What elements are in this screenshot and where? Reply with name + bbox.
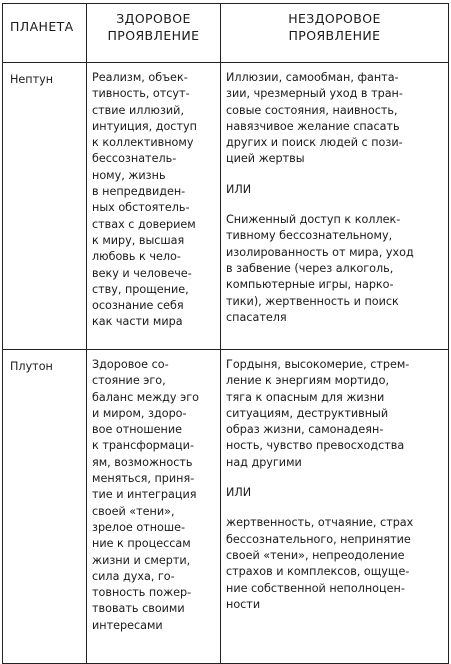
- text-line: ству, прощение,: [92, 282, 189, 296]
- text-line: тики), жертвенность и поиск: [226, 294, 399, 308]
- header-healthy-line-1: ЗДОРОВОЕ: [116, 11, 191, 26]
- text-line: изолированность от мира, уход: [226, 245, 414, 259]
- text-line: компьютерные игры, нарко-: [226, 278, 394, 292]
- text-line: в непредвиден-: [92, 185, 186, 199]
- text-line: других и поиск людей с пози-: [226, 136, 403, 150]
- text-line: интересами: [92, 618, 163, 632]
- text-line: зрелое отноше-: [92, 520, 186, 534]
- text-line: товность пожер-: [92, 586, 192, 600]
- planet-name: Нептун: [3, 63, 87, 350]
- text-line: тие и интеграция: [92, 488, 197, 502]
- text-line: ям, возможность: [92, 455, 193, 469]
- text-line: веку и человече-: [92, 266, 192, 280]
- text-line: Гордыня, высокомерие, стрем-: [226, 358, 410, 371]
- text-line: совые состояния, наивность,: [226, 103, 398, 117]
- planets-table: [2, 3, 449, 664]
- text-line: ность, чувство превосходства: [226, 439, 405, 453]
- text-line: Здоровое со-: [92, 358, 169, 371]
- table-row: [3, 350, 449, 664]
- header-healthy: [87, 4, 221, 63]
- text-line: Сниженный доступ к коллек-: [226, 213, 401, 227]
- text-line: тяга к опасным для жизни: [226, 390, 385, 404]
- header-planet: ПЛАНЕТА: [3, 4, 87, 63]
- text-line: жертвенность, отчаяние, страх: [226, 516, 414, 530]
- text-line: ствах с доверием: [92, 217, 196, 231]
- header-unhealthy: [221, 4, 449, 63]
- text-line: своей «тени»,: [92, 504, 175, 518]
- planet-name: Плутон: [3, 350, 87, 664]
- header-healthy-line-2: ПРОЯВЛЕНИЕ: [107, 28, 200, 43]
- unhealthy-cell: [221, 350, 449, 664]
- text-line: Реализм, объек-: [92, 71, 188, 84]
- header-unhealthy-line-1: НЕЗДОРОВОЕ: [288, 11, 381, 26]
- text-line: стояние эго,: [92, 374, 166, 388]
- text-line: сила духа, го-: [92, 569, 175, 583]
- text-line: ление к энергиям мортидо,: [226, 374, 389, 388]
- text-line: любовь к чело-: [92, 250, 181, 264]
- text-line: ние к процессам: [92, 537, 191, 551]
- text-line: к трансформаци-: [92, 439, 194, 453]
- text-line: бессознательного, непринятие: [226, 532, 411, 546]
- text-line: вое отношение: [92, 423, 182, 437]
- text-line: твовать своими: [92, 602, 185, 616]
- text-line: ности: [226, 597, 261, 611]
- healthy-cell: [87, 350, 221, 664]
- text-line: меняться, приня-: [92, 472, 195, 486]
- text-line: цией жертвы: [226, 152, 305, 166]
- text-line: к коллективному: [92, 136, 194, 150]
- text-line: ных обстоятель-: [92, 201, 190, 215]
- spacer: [226, 168, 448, 182]
- text-line: страхов и комплексов, ощуще-: [226, 565, 410, 579]
- text-line: тивному бессознательному,: [226, 229, 393, 243]
- text-line: интуиция, доступ: [92, 119, 197, 133]
- header-unhealthy-line-2: ПРОЯВЛЕНИЕ: [288, 28, 381, 43]
- spacer: [226, 198, 448, 212]
- text-line: осознание себя: [92, 299, 184, 313]
- text-line: своей «тени», непреодоление: [226, 548, 405, 562]
- unhealthy-cell: [221, 63, 449, 350]
- healthy-cell: [87, 63, 221, 350]
- text-line: спасателя: [226, 310, 287, 324]
- text-line: тивность, отсут-: [92, 87, 190, 101]
- header-row: [3, 4, 449, 63]
- or-label: ИЛИ: [226, 182, 252, 196]
- text-line: ситуациям, деструктивный: [226, 406, 389, 420]
- table-row: [3, 63, 449, 350]
- text-line: бессознатель-: [92, 152, 177, 166]
- text-line: Иллюзии, самообман, фанта-: [226, 71, 399, 84]
- text-line: ному, жизнь: [92, 168, 166, 182]
- spacer: [226, 471, 448, 485]
- text-line: и миром, здоро-: [92, 406, 187, 420]
- text-line: жизни и смерти,: [92, 553, 191, 567]
- text-line: над другими: [226, 455, 302, 469]
- or-label: ИЛИ: [226, 486, 252, 500]
- text-line: зии, чрезмерный уход в тран-: [226, 87, 403, 101]
- text-line: навязчивое желание спасать: [226, 119, 400, 133]
- text-line: в забвение (через алкоголь,: [226, 261, 394, 275]
- text-line: образ жизни, самонадеян-: [226, 423, 384, 437]
- text-line: как части мира: [92, 315, 183, 329]
- spacer: [226, 501, 448, 515]
- text-line: к миру, высшая: [92, 233, 185, 247]
- text-line: ние собственной неполноцен-: [226, 581, 405, 595]
- text-line: баланс между эго: [92, 390, 199, 404]
- text-line: ствие иллюзий,: [92, 103, 185, 117]
